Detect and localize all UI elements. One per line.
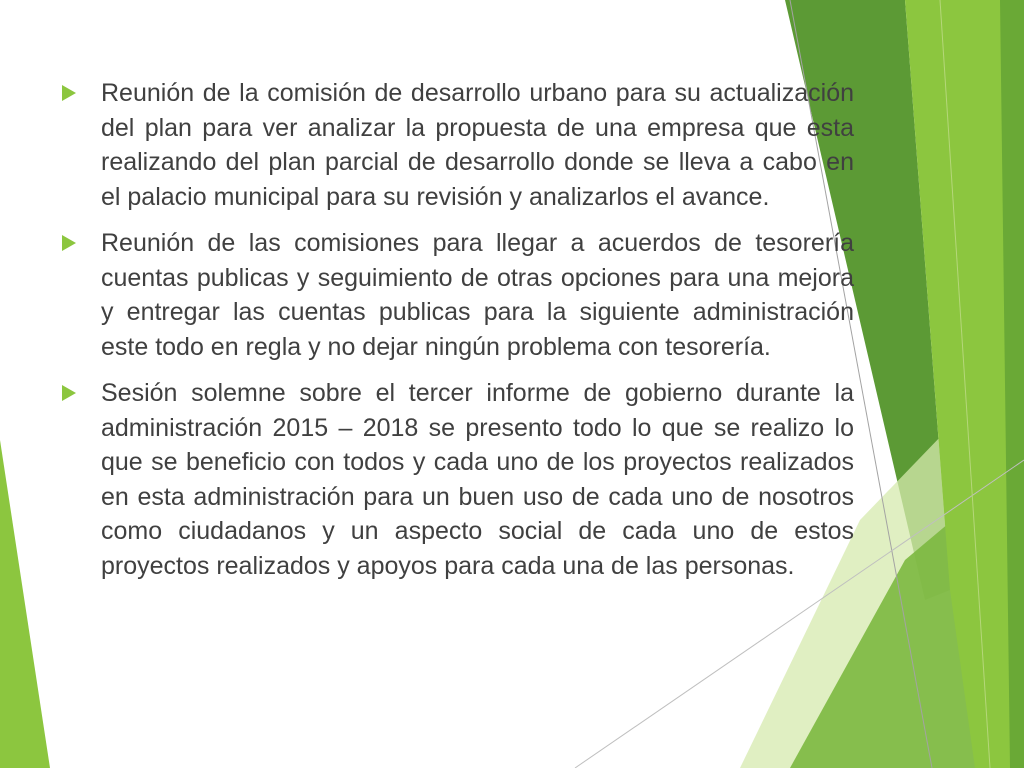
triangle-arrow-icon bbox=[62, 85, 76, 101]
bullet-text-3: Sesión solemne sobre el tercer informe de gobierno durante la administración 2015 – 2018 se presento todo lo que se realizo lo que se beneficio con todos y cada uno de los proyectos realizados en esta administración para un buen uso de cada uno de nosotros como ciudadanos y un aspecto social de cada uno de estos proyectos realizados y apoyos para cada una de las personas. bbox=[101, 379, 854, 580]
bullet-list bbox=[62, 76, 854, 595]
bullet-item-2 bbox=[62, 226, 854, 364]
triangle-arrow-icon bbox=[62, 385, 76, 401]
left-green-facet bbox=[0, 440, 50, 768]
bullet-item-1 bbox=[62, 76, 854, 214]
bullet-text-1: Reunión de la comisión de desarrollo urbano para su actualización del plan para ver analizar la propuesta de una empresa que esta realizando del plan parcial de desarrollo donde se lleva a cabo en el palacio municipal para su revisión y analizarlos el avance. bbox=[101, 79, 854, 211]
bullet-text-2: Reunión de las comisiones para llegar a acuerdos de tesorería cuentas publicas y seguimiento de otras opciones para una mejora y entregar las cuentas publicas para la siguiente administración este todo en regla y no dejar ningún problema con tesorería. bbox=[101, 229, 854, 361]
bullet-item-3 bbox=[62, 376, 854, 583]
triangle-arrow-icon bbox=[62, 235, 76, 251]
